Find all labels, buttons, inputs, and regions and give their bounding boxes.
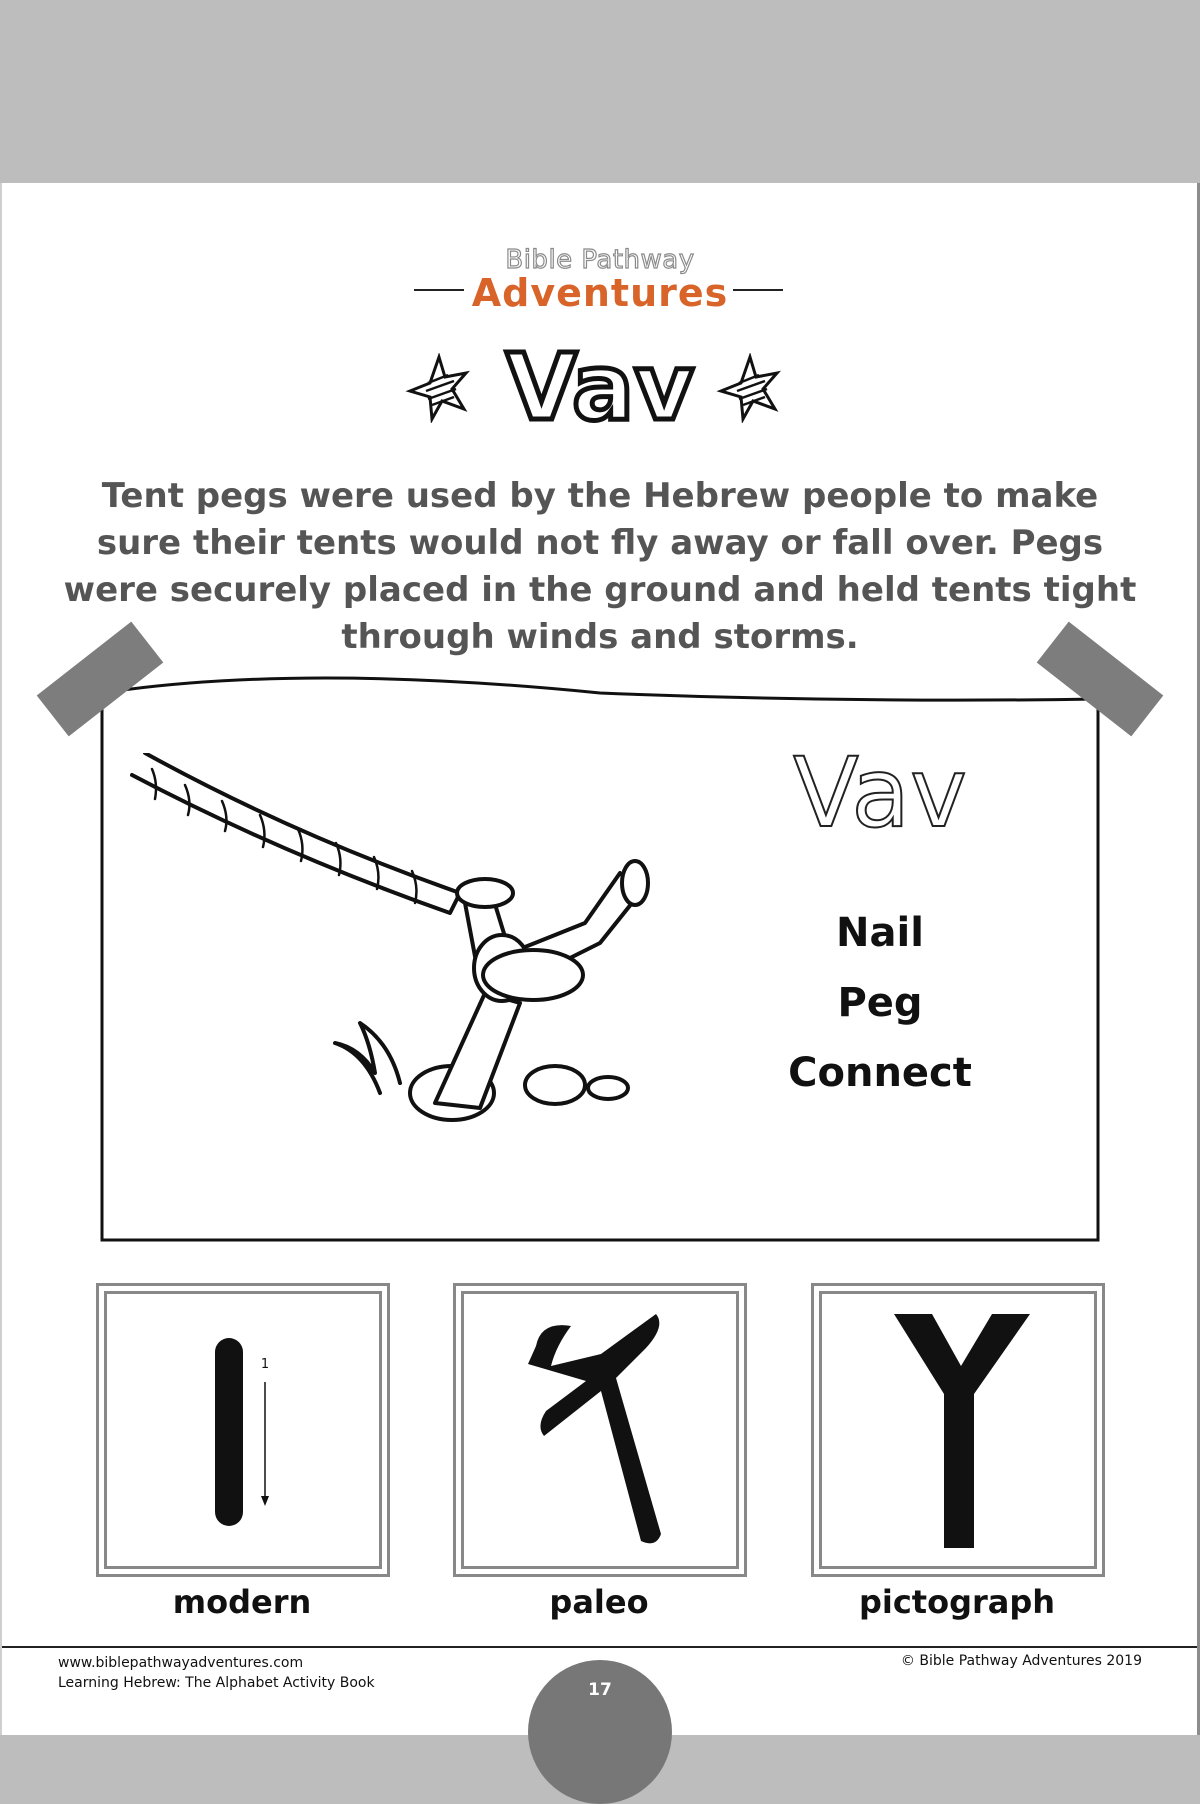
meaning-connect: Connect [788,1050,972,1096]
tent-peg-with-rope-icon [130,753,730,1153]
meanings-list [720,898,1040,1108]
logo-line-2: Adventures [471,271,729,315]
footer-rule [0,1646,1200,1648]
footer-website: www.biblepathwayadventures.com [58,1655,304,1671]
logo-line-1: Bible Pathway [505,245,695,275]
meaning-nail: Nail [836,910,924,956]
poster-letter-name: Vav [793,737,967,849]
modern-letter-box [96,1283,390,1577]
modern-vav-glyph [215,1338,243,1526]
footer-copyright: © Bible Pathway Adventures 2019 [900,1653,1142,1669]
worksheet-page [0,183,1200,1735]
intro-paragraph: Tent pegs were used by the Hebrew people to make sure their tents would not fly away or fall over. Pegs were securely placed in the ground and held tents tight through winds and storms. [63,476,1137,657]
caption-pictograph: pictograph [858,1583,1056,1621]
pictograph-peg-glyph [894,1314,1030,1548]
footer-book-title: Learning Hebrew: The Alphabet Activity Book [58,1675,375,1691]
page-number: 17 [588,1680,612,1700]
pictograph-letter-box [811,1283,1105,1577]
stroke-number: 1 [260,1357,270,1372]
caption-modern: modern [172,1583,312,1621]
page-title: Vav [505,334,695,441]
paleo-letter-box [453,1283,747,1577]
caption-paleo: paleo [549,1583,649,1621]
footer-left [58,1653,375,1693]
paleo-vav-glyph [528,1314,661,1543]
page-edge-left [0,183,2,1735]
meaning-peg: Peg [837,980,923,1026]
page-number-badge [528,1660,672,1804]
